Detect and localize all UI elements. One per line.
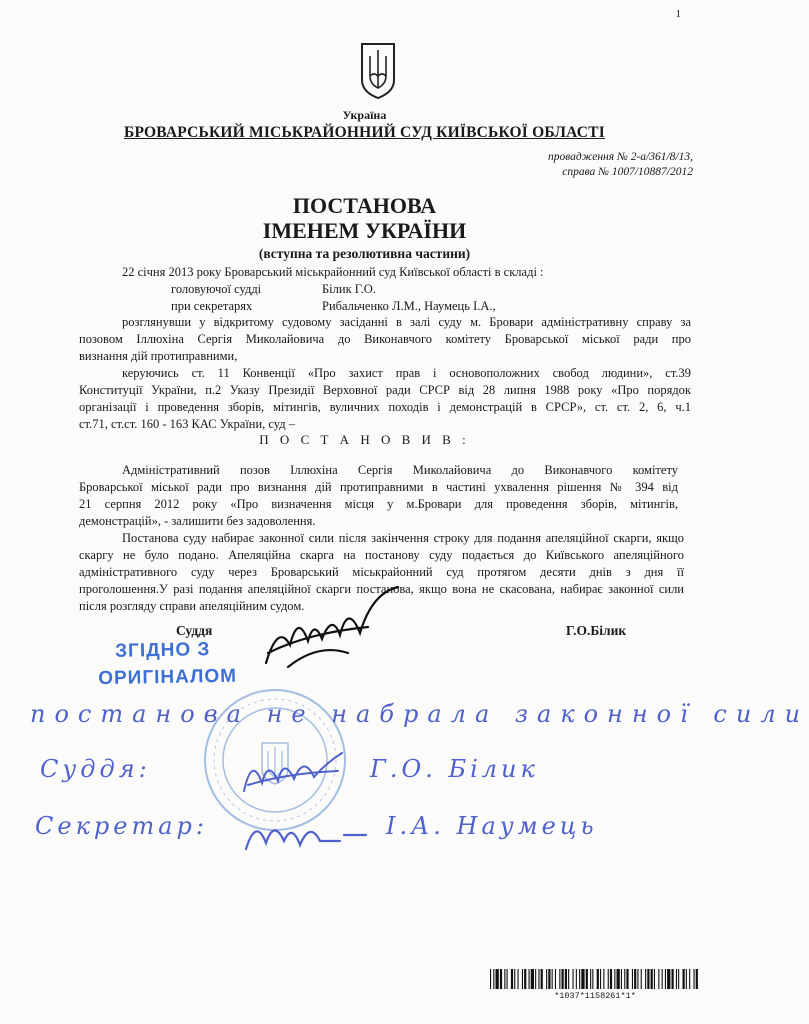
barcode-icon <box>490 969 700 989</box>
country-label: Україна <box>342 108 387 122</box>
handwritten-judge-name: Г.О. Білик <box>370 755 539 783</box>
secretaries-label: при секретарях <box>171 299 253 313</box>
page-number: 1 <box>675 8 681 20</box>
handwritten-signature <box>238 745 348 800</box>
judge-signature-name: Г.О.Білик <box>566 623 627 638</box>
stamp-line: ОРИГІНАЛОМ <box>98 665 238 690</box>
judge-label: головуючої судді <box>171 282 262 296</box>
considered-text: визнання дій протиправними, <box>79 349 238 363</box>
considered-text: позовом Іллюхіна Сергія Миколайовича до Виконавчого комітету Броварської міської ради про <box>79 332 691 346</box>
proceeding-number: провадження № 2-а/361/8/13, <box>547 151 693 163</box>
intro-line: 22 січня 2013 року Броварський міськрайонний суд Київської області в складі : <box>122 265 544 279</box>
considered-text: розглянувши у відкритому судовому засіданні в залі суду м. Бровари адміністративну справу за <box>122 315 691 329</box>
guided-text: ст.71, ст.ст. 160 - 163 КАС України, суд – <box>79 417 296 431</box>
resolution-text: після розгляду справи апеляційним судом. <box>79 599 305 613</box>
resolution-text: Адміністративний позов Іллюхіна Сергія Миколайовича до Виконавчого комітету <box>122 463 678 477</box>
handwritten-judge-label: Суддя: <box>40 755 151 783</box>
coat-of-arms-icon <box>358 42 398 100</box>
court-name: БРОВАРСЬКИЙ МІСЬКРАЙОННИЙ СУД КИЇВСЬКОЇ ОБЛАСТІ <box>124 124 605 141</box>
handwritten-note: постанова не набрала законної сили <box>30 700 809 728</box>
case-reference <box>548 150 693 180</box>
handwritten-secretary-name: І.А. Наумець <box>386 812 598 840</box>
handwritten-signature <box>240 805 375 860</box>
decided-heading: П О С Т А Н О В И В : <box>259 432 470 447</box>
handwritten-secretary-label: Секретар: <box>35 812 208 840</box>
judge-signature <box>248 583 408 673</box>
secretaries-names: Рибальченко Л.М., Наумець І.А., <box>322 299 496 313</box>
resolution-text: адміністративного суду через Броварський міськрайонний суд протягом десяти днів з дня її <box>79 565 684 579</box>
certified-copy-stamp <box>98 636 238 692</box>
case-number: справа № 1007/10887/2012 <box>562 166 693 178</box>
resolution-text: 21 серпня 2012 року «Про визначення місця у м.Бровари для проведення зборів, мітингів, <box>79 497 678 511</box>
stamp-line: ЗГІДНО З <box>114 639 211 662</box>
resolution-text: скаргу не було подано. Апеляційна скарга на постанову суду подається до Київського апеляційного <box>79 548 684 562</box>
resolution-text: Броварської міської ради про визнання дій протиправними в частині ухвалення рішення № 394 від <box>79 480 678 494</box>
document-subtitle: (вступна та резолютивна частини) <box>258 246 471 261</box>
judge-signature-label: Суддя <box>176 623 213 638</box>
document-title-line2: ІМЕНЕМ УКРАЇНИ <box>262 218 467 243</box>
resolution-text: демонстрацій», - залишити без задоволення. <box>79 514 316 528</box>
resolution-text: Постанова суду набирає законної сили після закінчення строку для подання апеляційної скарги, якщо <box>122 531 684 545</box>
resolution-text: проголошення.У разі подання апеляційної скарги постанова, якщо вона не скасована, набирає законної сили <box>79 582 684 596</box>
guided-text: організації і проведення зборів, мітингів, вуличних походів і демонстрацій в СРСР», ст. ст. 2, 6, ч.1 <box>79 400 691 414</box>
barcode-number: *1037*1158261*1* <box>554 991 636 1001</box>
document-title: ПОСТАНОВА <box>292 193 437 218</box>
guided-text: керуючись ст. 11 Конвенції «Про захист прав і основоположних свобод людини», ст.39 <box>122 366 691 380</box>
guided-text: Конституції України, п.2 Указу Президії Верховної ради СРСР від 28 липня 1988 року «Про порядок <box>79 383 691 397</box>
judge-name: Білик Г.О. <box>322 282 376 296</box>
